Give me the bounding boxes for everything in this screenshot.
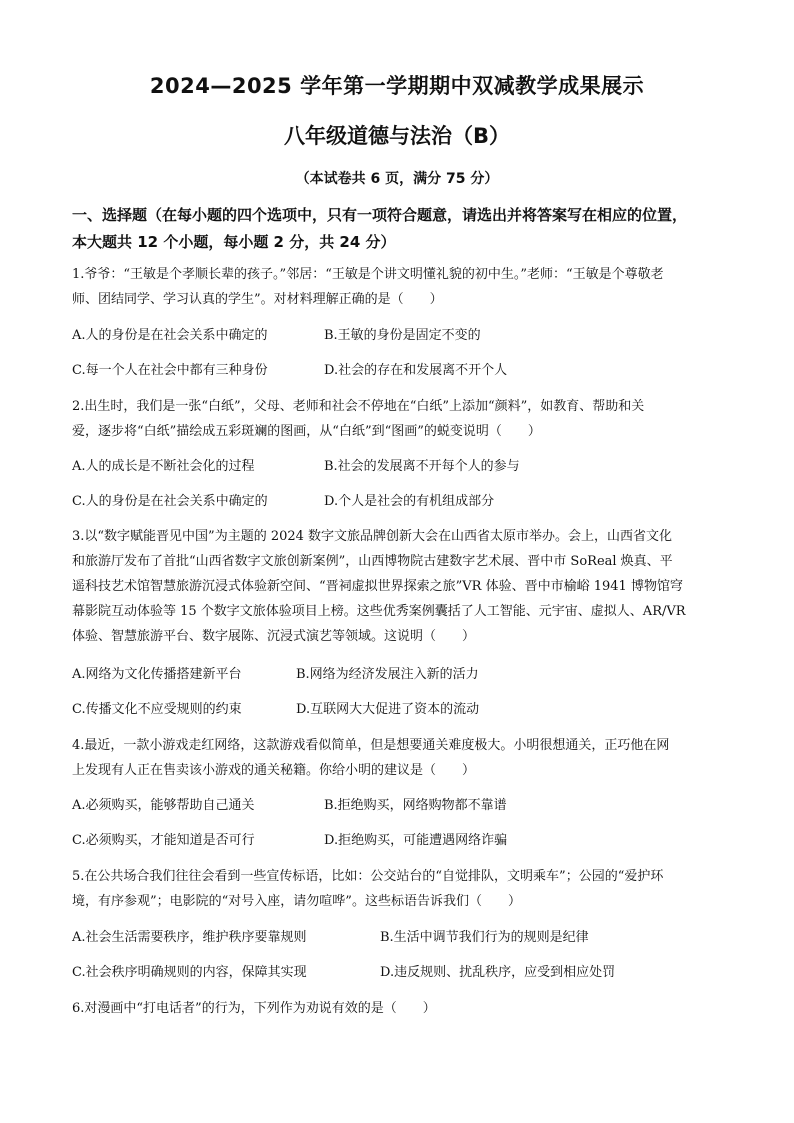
- option-a: A.网络为文化传播搭建新平台: [72, 667, 242, 682]
- option-c: C.每一个人在社会中都有三种身份: [72, 363, 268, 378]
- question-line: 5.在公共场合我们往往会看到一些宣传标语，比如：公交站台的“自觉排队，文明乘车”；公园的“爱护环: [72, 869, 664, 884]
- option-c: C.人的身份是在社会关系中确定的: [72, 494, 268, 509]
- option-b: B.社会的发展离不开每个人的参与: [324, 459, 520, 474]
- question-line: 境，有序参观”；电影院的“对号入座，请勿喧哗”。这些标语告诉我们（ ）: [72, 894, 521, 909]
- question-line: 师、团结同学、学习认真的学生”。对材料理解正确的是（ ）: [72, 292, 443, 307]
- exam-subject-title: 八年级道德与法治（B）: [283, 124, 510, 148]
- question-4: [72, 733, 732, 783]
- option-b: B.王敏的身份是固定不变的: [324, 328, 481, 343]
- option-d: D.互联网大大促进了资本的流动: [296, 702, 480, 717]
- option-c: C.社会秩序明确规则的内容，保障其实现: [72, 965, 307, 980]
- exam-title: 2024—2025 学年第一学期期中双减教学成果展示: [149, 74, 645, 98]
- option-d: D.违反规则、扰乱秩序，应受到相应处罚: [380, 965, 616, 980]
- question-1: [72, 262, 732, 312]
- question-line: 幕影院互动体验等 15 个数字文旅体验项目上榜。这些优秀案例囊括了人工智能、元宇宙、虚拟人、AR/VR: [72, 604, 686, 619]
- option-d: D.社会的存在和发展离不开个人: [324, 363, 508, 378]
- question-5: [72, 864, 732, 914]
- option-a: A.人的成长是不断社会化的过程: [72, 459, 255, 474]
- question-line: 1.爷爷：“王敏是个孝顺长辈的孩子。”邻居：“王敏是个讲文明懂礼貌的初中生。”老师：“王敏是个尊敬老: [72, 267, 664, 282]
- option-b: B.拒绝购买，网络购物都不靠谱: [324, 798, 507, 813]
- option-c: C.传播文化不应受规则的约束: [72, 702, 242, 717]
- option-c: C.必须购买，才能知道是否可行: [72, 833, 255, 848]
- question-line: 遥科技艺术馆智慧旅游沉浸式体验新空间、“晋祠虚拟世界探索之旅”VR 体验、晋中市榆峪 1941 博物馆穹: [72, 579, 683, 594]
- question-2: [72, 394, 732, 444]
- option-a: A.社会生活需要秩序，维护秩序要靠规则: [72, 930, 307, 945]
- question-line: 上发现有人正在售卖该小游戏的通关秘籍。你给小明的建议是（ ）: [72, 763, 476, 778]
- option-d: D.个人是社会的有机组成部分: [324, 494, 495, 509]
- section-heading-line: 一、选择题（在每小题的四个选项中，只有一项符合题意，请选出并将答案写在相应的位置，: [72, 206, 688, 224]
- question-line: 4.最近，一款小游戏走红网络，这款游戏看似简单，但是想要通关难度极大。小明很想通关，正巧他在网: [72, 738, 670, 753]
- section-heading-line: 本大题共 12 个小题，每小题 2 分，共 24 分）: [72, 233, 396, 251]
- option-b: B.网络为经济发展注入新的活力: [296, 667, 479, 682]
- question-6: [72, 996, 732, 1021]
- option-d: D.拒绝购买，可能遭遇网络诈骗: [324, 833, 508, 848]
- exam-note: （本试卷共 6 页，满分 75 分）: [295, 171, 499, 187]
- question-line: 爱，逐步将“白纸”描绘成五彩斑斓的图画，从“白纸”到“图画”的蜕变说明（ ）: [72, 424, 541, 439]
- question-line: 2.出生时，我们是一张“白纸”，父母、老师和社会不停地在“白纸”上添加“颜料”，如教育、帮助和关: [72, 399, 645, 414]
- option-a: A.必须购买，能够帮助自己通关: [72, 798, 255, 813]
- option-a: A.人的身份是在社会关系中确定的: [72, 328, 268, 343]
- section-heading: [72, 202, 732, 256]
- question-line: 体验、智慧旅游平台、数字展陈、沉浸式演艺等领域。这说明（ ）: [72, 629, 476, 644]
- question-line: 和旅游厅发布了首批“山西省数字文旅创新案例”，山西博物院古建数字艺术展、晋中市 SoReal 焕真、平: [72, 554, 673, 569]
- question-line: 6.对漫画中“打电话者”的行为，下列作为劝说有效的是（ ）: [72, 1001, 436, 1016]
- question-3: [72, 524, 732, 649]
- option-b: B.生活中调节我们行为的规则是纪律: [380, 930, 589, 945]
- question-line: 3.以“数字赋能晋见中国”为主题的 2024 数字文旅品牌创新大会在山西省太原市举办。会上，山西省文化: [72, 529, 673, 544]
